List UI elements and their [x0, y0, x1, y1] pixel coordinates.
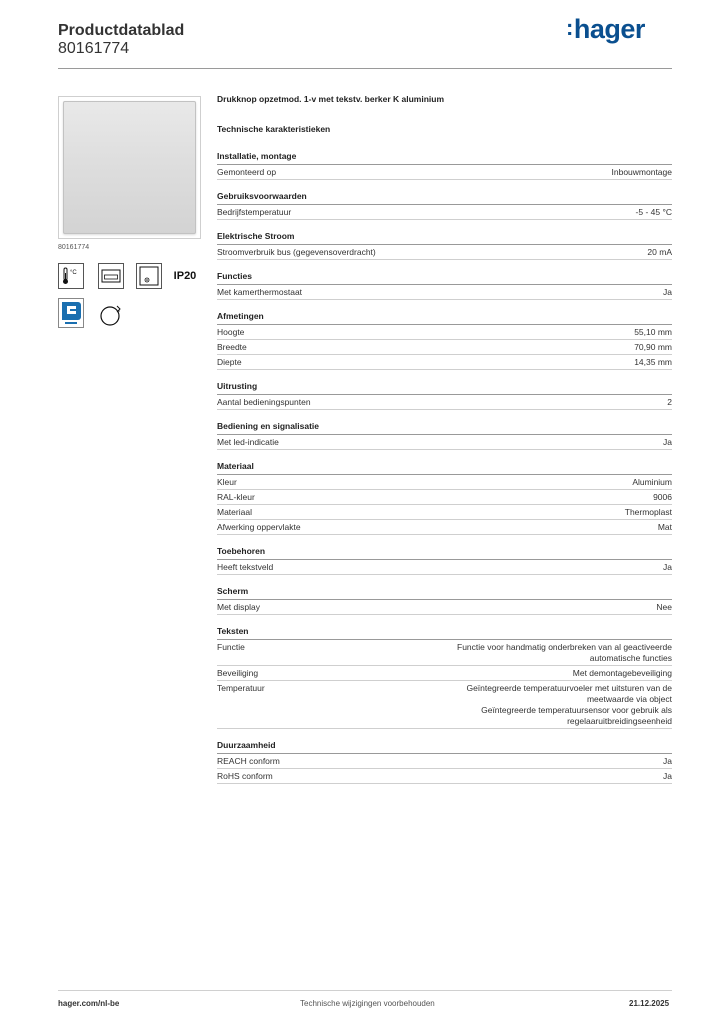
spec-value: Ja: [663, 756, 672, 766]
spec-row: [217, 165, 672, 180]
spec-row: [217, 245, 672, 260]
spec-row: [217, 640, 672, 666]
spec-section-title: Toebehoren: [217, 545, 672, 560]
thermometer-celsius-icon: [58, 263, 84, 289]
spec-row: [217, 205, 672, 220]
technical-characteristics-heading: Technische karakteristieken: [217, 124, 331, 134]
svg-text:°: °: [118, 310, 120, 316]
spec-row: [217, 754, 672, 769]
spec-section: [217, 585, 672, 615]
spec-section-title: Teksten: [217, 625, 672, 640]
spec-value: 14,35 mm: [634, 357, 672, 367]
spec-label: Functie: [217, 642, 245, 652]
spec-label: Hoogte: [217, 327, 245, 337]
footer-divider: [58, 990, 672, 991]
sensor-module-icon: [136, 263, 162, 289]
spec-label: Heeft tekstveld: [217, 562, 274, 572]
spec-row: [217, 435, 672, 450]
spec-value: Inbouwmontage: [611, 167, 672, 177]
spec-section-title: Functies: [217, 270, 672, 285]
spec-label: Met led-indicatie: [217, 437, 279, 447]
spec-value: Thermoplast: [624, 507, 672, 517]
footer-website-link[interactable]: hager.com/nl-be: [58, 999, 120, 1008]
product-image: [58, 96, 201, 239]
spec-label: Bedrijfstemperatuur: [217, 207, 292, 217]
spec-label: Aantal bedieningspunten: [217, 397, 311, 407]
spec-section: [217, 270, 672, 300]
spec-section: [217, 230, 672, 260]
spec-section-title: Elektrische Stroom: [217, 230, 672, 245]
knx-easy-icon: [58, 300, 84, 326]
spec-section: [217, 420, 672, 450]
spec-row: [217, 666, 672, 681]
header-divider: [58, 68, 672, 69]
spec-label: Diepte: [217, 357, 242, 367]
spec-value: 9006: [653, 492, 672, 502]
spec-label: RAL-kleur: [217, 492, 255, 502]
product-code: 80161774: [58, 40, 130, 57]
spec-row: [217, 560, 672, 575]
spec-value: Ja: [663, 287, 672, 297]
display-module-icon: [98, 263, 124, 289]
logo-text: hager: [573, 14, 645, 44]
spec-label: RoHS conform: [217, 771, 273, 781]
spec-value: 20 mA: [647, 247, 672, 257]
specifications-panel: [217, 94, 672, 784]
spec-row: [217, 475, 672, 490]
spec-sections: [217, 150, 672, 784]
spec-label: Kleur: [217, 477, 237, 487]
spec-row: [217, 505, 672, 520]
product-image-caption: 80161774: [58, 244, 90, 251]
spec-row: [217, 325, 672, 340]
spec-value: Ja: [663, 437, 672, 447]
spec-value: Mat: [657, 522, 672, 532]
spec-section-title: Installatie, montage: [217, 150, 672, 165]
spec-section-title: Afmetingen: [217, 310, 672, 325]
spec-row: [217, 490, 672, 505]
spec-label: REACH conform: [217, 756, 280, 766]
spec-value: Geïntegreerde temperatuurvoeler met uitsturen van de meetwaarde via object Geïntegreerde temperatuursensor voor gebruik als regelaaruitbreidingseenheid: [466, 683, 672, 726]
spec-value: Nee: [656, 602, 672, 612]
spec-section-title: Duurzaamheid: [217, 739, 672, 754]
spec-value: Functie voor handmatig onderbreken van al geactiveerde automatische functies: [457, 642, 672, 663]
spec-value: -5 - 45 °C: [635, 207, 672, 217]
spec-row: [217, 355, 672, 370]
spec-label: Stroomverbruik bus (gegevensoverdracht): [217, 247, 376, 257]
spec-label: Gemonteerd op: [217, 167, 277, 177]
spec-label: Temperatuur: [217, 683, 265, 693]
footer-date: 21.12.2025: [629, 999, 670, 1008]
spec-section-title: Bediening en signalisatie: [217, 420, 672, 435]
spec-label: Materiaal: [217, 507, 252, 517]
rotation-icon: [98, 302, 124, 328]
spec-section: [217, 545, 672, 575]
spec-section: [217, 625, 672, 729]
spec-label: Met display: [217, 602, 260, 612]
spec-row: [217, 520, 672, 535]
spec-value: 55,10 mm: [634, 327, 672, 337]
spec-value: Met demontagebeveiliging: [572, 668, 672, 678]
spec-section: [217, 150, 672, 180]
spec-row: [217, 769, 672, 784]
spec-section: [217, 739, 672, 784]
spec-row: [217, 395, 672, 410]
spec-section: [217, 460, 672, 535]
spec-row: [217, 681, 672, 729]
spec-section-title: Materiaal: [217, 460, 672, 475]
spec-row: [217, 285, 672, 300]
spec-value: 70,90 mm: [634, 342, 672, 352]
spec-label: Afwerking oppervlakte: [217, 522, 301, 532]
footer-notice: Technische wijzigingen voorbehouden: [300, 999, 435, 1008]
celsius-label: °C: [70, 270, 77, 276]
spec-section-title: Uitrusting: [217, 380, 672, 395]
ip20-icon: IP20: [173, 270, 197, 282]
product-description: Drukknop opzetmod. 1-v met tekstv. berker K aluminium: [217, 94, 445, 104]
spec-label: Met kamerthermostaat: [217, 287, 303, 297]
spec-section-title: Scherm: [217, 585, 672, 600]
spec-value: 2: [667, 397, 672, 407]
hager-logo[interactable]: :hager: [566, 14, 645, 44]
spec-value: Ja: [663, 562, 672, 572]
spec-value: Ja: [663, 771, 672, 781]
spec-section-title: Gebruiksvoorwaarden: [217, 190, 672, 205]
spec-label: Beveiliging: [217, 668, 259, 678]
spec-section: [217, 190, 672, 220]
product-plate: [63, 101, 196, 234]
document-title: Productdatablad: [58, 22, 185, 39]
spec-value: Aluminium: [632, 477, 672, 487]
spec-section: [217, 380, 672, 410]
spec-row: [217, 600, 672, 615]
spec-section: [217, 310, 672, 370]
spec-label: Breedte: [217, 342, 247, 352]
spec-row: [217, 340, 672, 355]
